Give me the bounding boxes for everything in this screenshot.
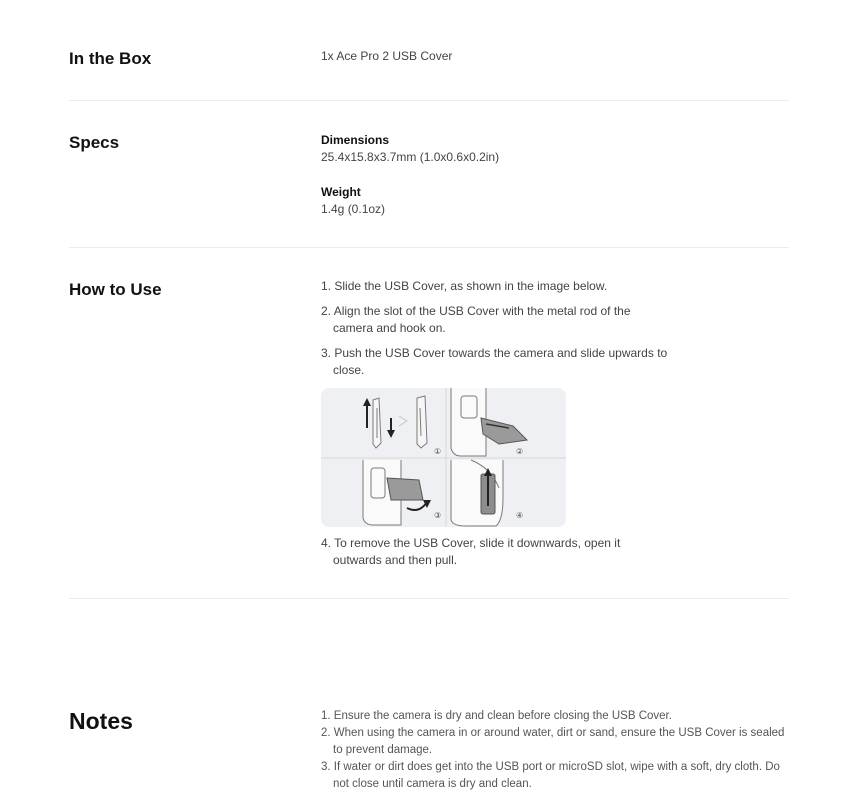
illustration-label-2: ② (516, 447, 524, 456)
dimensions-value: 25.4x15.8x3.7mm (1.0x0.6x0.2in) (321, 150, 500, 164)
note-item (321, 725, 791, 759)
step-text: To remove the USB Cover, slide it downwards, open it outwards and then pull. (333, 536, 621, 567)
note-item (321, 708, 791, 725)
how-to-use-steps (321, 278, 671, 387)
illustration-label-3: ③ (434, 511, 442, 520)
step-number: 3. (321, 346, 332, 360)
step-text: Push the USB Cover towards the camera and slide upwards to close. (333, 346, 668, 377)
usb-cover-illustration-graphic (321, 388, 566, 527)
dimensions-label: Dimensions (321, 133, 390, 147)
step-number: 2. (321, 304, 332, 318)
divider (69, 598, 789, 599)
specs-heading: Specs (69, 133, 120, 152)
step-item (321, 345, 671, 379)
note-text: If water or dirt does get into the USB port or microSD slot, wipe with a soft, dry cloth. Do not close until camera is dry and clean. (333, 761, 780, 790)
how-to-use-steps-continued (321, 535, 671, 577)
step-item (321, 535, 671, 569)
step-item (321, 303, 671, 337)
weight-label: Weight (321, 185, 361, 199)
weight-value: 1.4g (0.1oz) (321, 202, 386, 216)
note-number: 3. (321, 761, 331, 773)
note-number: 1. (321, 710, 331, 722)
step-number: 1. (321, 279, 332, 293)
in-the-box-heading: In the Box (69, 49, 152, 68)
notes-list (321, 708, 791, 793)
divider (69, 247, 789, 248)
illustration-label-1: ① (434, 447, 442, 456)
illustration-label-4: ④ (516, 511, 524, 520)
in-the-box-item: 1x Ace Pro 2 USB Cover (321, 49, 453, 63)
note-number: 2. (321, 727, 331, 739)
note-item (321, 759, 791, 793)
step-item (321, 278, 671, 295)
usb-cover-illustration (321, 388, 566, 527)
divider (69, 100, 789, 101)
notes-heading: Notes (69, 708, 133, 734)
note-text: When using the camera in or around water, dirt or sand, ensure the USB Cover is sealed to prevent damage. (333, 727, 785, 756)
step-text: Align the slot of the USB Cover with the metal rod of the camera and hook on. (333, 304, 631, 335)
how-to-use-heading: How to Use (69, 280, 162, 299)
step-text: Slide the USB Cover, as shown in the image below. (334, 279, 608, 293)
step-number: 4. (321, 536, 332, 550)
note-text: Ensure the camera is dry and clean before closing the USB Cover. (333, 710, 672, 722)
